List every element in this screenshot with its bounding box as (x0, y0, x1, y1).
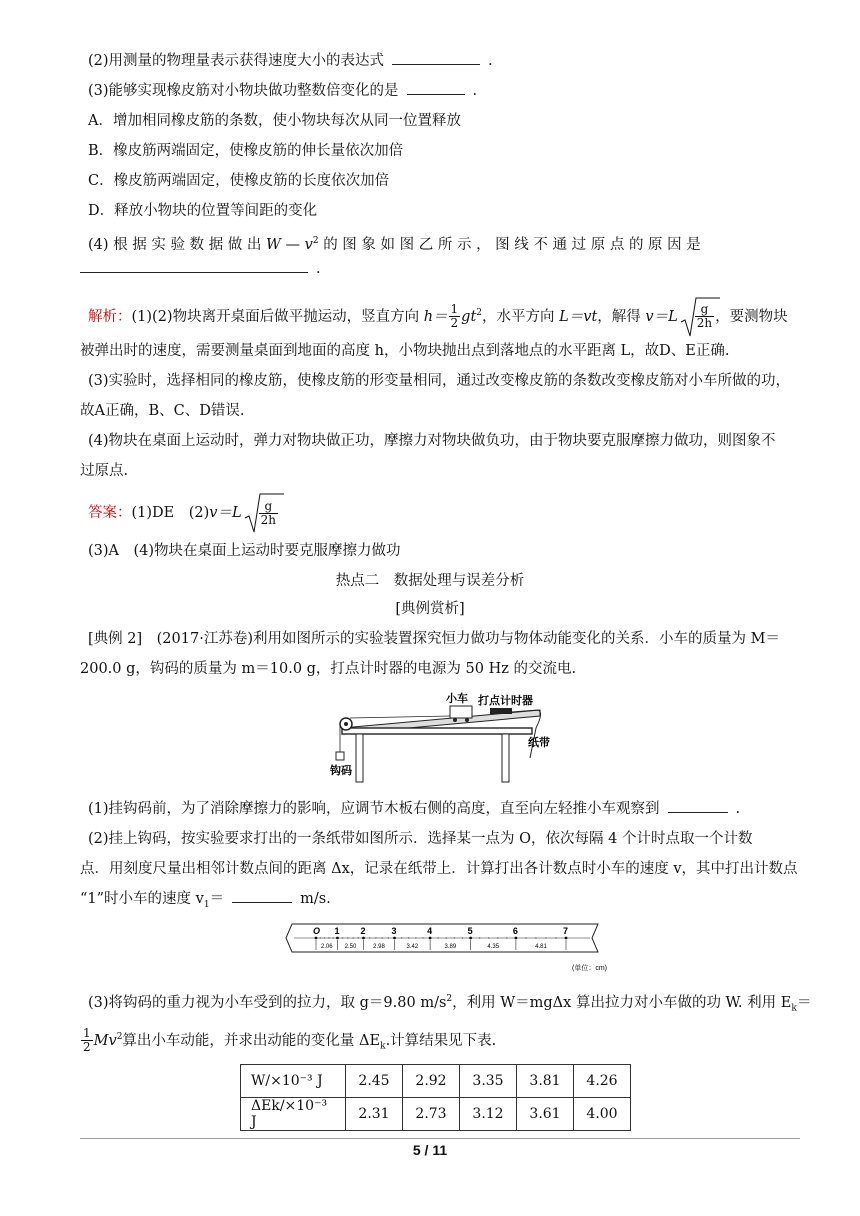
period: . (488, 53, 493, 69)
tape-distance-label: 3.42 (406, 944, 419, 950)
tape-timing-dot (535, 937, 536, 938)
table-cell: 2.92 (403, 1065, 460, 1098)
tape-timing-dot (454, 937, 455, 938)
frac-den: 2 (83, 1040, 91, 1055)
answer-blank (668, 798, 728, 813)
frac-num: g (695, 303, 714, 317)
sqrt-g-over-2h (244, 498, 279, 528)
tape-point-label: O (313, 926, 321, 936)
analysis-text: (1)(2)物块离开桌面后做平抛运动，竖直方向 (131, 308, 420, 325)
tape-point-label: 3 (391, 926, 397, 936)
analysis-line-1: 解析：(1)(2)物块离开桌面后做平抛运动，竖直方向 h＝ $\frac{1}{2}$ $gt^2$，水平方向 L＝vt，解得 v＝L $\frac{g}{2h}$ ，要测物块 (88, 298, 800, 332)
part-3-text: (3)将钩码的重力视为小车受到的拉力，取 g＝9.80 m/s (88, 994, 447, 1011)
tape-distance-label: 3.89 (444, 944, 457, 950)
part-2-text: ＝ (209, 891, 225, 907)
part-2-text: “1”时小车的速度 v (80, 891, 204, 907)
tape-timing-dot (352, 937, 353, 938)
tape-timing-dot (320, 937, 321, 938)
tape-point-label: 1 (334, 926, 340, 936)
answer-blank (392, 50, 480, 65)
table-row (241, 1065, 631, 1098)
tape-timing-dot (438, 937, 439, 938)
tape-timing-dot (347, 937, 348, 938)
question-2-text: (2)用测量的物理量表示获得速度大小的表达式 (88, 53, 385, 69)
part-1-text: (1)挂钩码前，为了消除摩擦力的影响，应调节木板右侧的高度，直至向左轻推小车观察到 (88, 801, 660, 817)
table-cell: 2.31 (346, 1098, 403, 1131)
frac-num: g (259, 500, 278, 514)
part-2-line-3 (80, 888, 800, 916)
option-c: C．橡皮筋两端固定，使橡皮筋的长度依次加倍 (88, 173, 390, 189)
part-3-text: ＝ (796, 994, 812, 1011)
sqrt-g-over-2h (680, 302, 715, 332)
tape-timing-dot (415, 937, 416, 938)
tape-timing-dot (324, 937, 325, 938)
analysis-text: ，水平方向 (482, 308, 555, 325)
question-4-blank-line: . (80, 258, 800, 280)
tape-distance-label: 2.98 (373, 944, 385, 950)
analysis-line-3: (3)实验时，选择相同的橡皮筋，使橡皮筋的形变量相同，通过改变橡皮筋的条数改变橡皮筋对小车所做的功， (88, 373, 791, 389)
period: . (472, 83, 478, 99)
part-1 (88, 798, 800, 820)
answer-label: 答案： (88, 505, 132, 521)
q4-pre: (4) 根 据 实 验 数 据 做 出 (88, 236, 262, 253)
eq-mv: Mv (93, 1032, 117, 1049)
tape-timing-dot (369, 937, 370, 938)
tape-point-label: 7 (563, 926, 569, 936)
apparatus-figure (330, 688, 550, 788)
section-subtitle: [典例赏析] (395, 601, 465, 617)
paper-tape-figure (280, 918, 610, 978)
part-2-unit: m/s. (300, 891, 331, 907)
footer-divider (80, 1138, 800, 1139)
frac-num: 1 (450, 302, 459, 317)
tape-timing-dot (462, 937, 463, 938)
answer-blank (232, 888, 292, 903)
tape-point-label: 2 (360, 926, 366, 936)
tape-timing-dot (488, 937, 489, 938)
row-header: ΔEk/×10⁻³ J (241, 1098, 346, 1131)
example-2-line-2: 200.0 g，钩码的质量为 m＝10.0 g，打点计时器的电源为 50 Hz 的交流电. (80, 661, 577, 677)
option-d: D．释放小物块的位置等间距的变化 (88, 203, 318, 219)
tape-dot (393, 937, 396, 940)
label-tape-text: 纸带 (528, 737, 550, 749)
tape-timing-dot (479, 937, 480, 938)
tape-dot (469, 937, 472, 940)
frac-den: 2 (450, 316, 459, 331)
table-cell: 2.45 (346, 1065, 403, 1098)
tape-distance-label: 4.81 (535, 944, 547, 950)
tape-timing-dot (381, 937, 382, 938)
answer-line-1 (88, 498, 800, 528)
tape-timing-dot (332, 937, 333, 938)
tape-dot (565, 937, 568, 940)
q4-dash: — (280, 236, 305, 253)
part-3-text: 算出小车动能，并求出动能的变化量 ΔE (122, 1032, 381, 1049)
tape-timing-dot (358, 937, 359, 938)
eq-gt: gt (461, 308, 477, 325)
tape-timing-dot (555, 937, 556, 938)
period: . (735, 801, 741, 817)
tape-timing-dot (408, 937, 409, 938)
option-b: B．橡皮筋两端固定，使橡皮筋的伸长量依次加倍 (88, 143, 404, 159)
part-3-line-1: (3)将钩码的重力视为小车受到的拉力，取 g＝9.80 $m/s^2$，利用 W＝mgΔx 算出拉力对小车做的功 W. 利用 $E_k=$ (88, 994, 812, 1014)
table-cell: 4.00 (574, 1098, 631, 1131)
part-3-text: .计算结果见下表. (385, 1032, 497, 1049)
table-cell: 3.81 (517, 1065, 574, 1098)
tape-dot (429, 937, 432, 940)
tape-timing-dot (525, 937, 526, 938)
tape-timing-dot (446, 937, 447, 938)
tape-dot (315, 937, 318, 940)
table-cell: 2.73 (403, 1098, 460, 1131)
tape-timing-dot (401, 937, 402, 938)
label-timer: 打点计时器 (478, 695, 533, 707)
analysis-line-5: (4)物块在桌面上运动时，弹力对物块做正功，摩擦力对物块做负功，由于物块要克服摩擦力做功，则图象不 (88, 433, 776, 449)
question-4: (4) 根 据 实 验 数 据 做 出 W — $v^2$ 的 图 象 如 图 乙 所 示 ， 图 线 不 通 过 原 点 的 原 因 是 (88, 236, 701, 253)
tape-unit: (单位：cm) (572, 965, 607, 972)
tape-dot (336, 937, 339, 940)
tape-distance-label: 2.06 (320, 944, 333, 950)
tape-timing-dot (545, 937, 546, 938)
tape-dot (362, 937, 365, 940)
fraction-half (81, 1027, 93, 1054)
tape-timing-dot (497, 937, 498, 938)
frac-num: 1 (83, 1026, 91, 1041)
tape-timing-dot (422, 937, 423, 938)
table-cell: 3.12 (460, 1098, 517, 1131)
row-header: W/×10⁻³ J (241, 1065, 346, 1098)
analysis-label: 解析： (88, 308, 132, 325)
tape-timing-dot (388, 937, 389, 938)
part-2-line-2: 点．用刻度尺量出相邻计数点间的距离 Δx，记录在纸带上．计算打出各计数点时小车的速度 v，其中打出计数点 (80, 861, 798, 877)
analysis-text: ，解得 (597, 308, 641, 325)
tape-point-label: 4 (427, 926, 433, 936)
tape-timing-dot (342, 937, 343, 938)
answer-text: (1)DE (2) (131, 505, 210, 521)
answer-blank (80, 258, 308, 273)
page-number: 5 / 11 (412, 1142, 448, 1158)
analysis-line-2: 被弹出时的速度，需要测量桌面到地面的高度 h，小物块抛出点到落地点的水平距离 L，故D、E正确. (80, 343, 730, 359)
table-cell: 3.35 (460, 1065, 517, 1098)
table-cell: 3.61 (517, 1098, 574, 1131)
frac-den: 2h (260, 512, 276, 527)
q4-w: W (266, 236, 281, 253)
example-2-line-1: [典例 2] (2017·江苏卷)利用如图所示的实验装置探究恒力做功与物体动能变化的关系．小车的质量为 M＝ (88, 631, 780, 647)
analysis-line-6: 过原点. (80, 463, 129, 479)
q4-v: v (304, 236, 313, 253)
label-tape (528, 735, 550, 749)
frac-den: 2h (696, 316, 713, 331)
part-3-line-2: $\frac{1}{2}$ Mv$^2$算出小车动能，并求出动能的变化量 $\Delta E_k$.计算结果见下表. (83, 1026, 497, 1055)
q4-post: 的 图 象 如 图 乙 所 示 ， 图 线 不 通 过 原 点 的 原 因 是 (323, 236, 701, 253)
label-cart: 小车 (446, 693, 468, 705)
subscript: 1 (203, 899, 210, 910)
tape-timing-dot (375, 937, 376, 938)
tape-dot (515, 937, 518, 940)
table-row (241, 1098, 631, 1131)
answer-line-2: (3)A (4)物块在桌面上运动时要克服摩擦力做功 (88, 543, 401, 559)
tape-timing-dot (506, 937, 507, 938)
subscript: k (791, 1003, 797, 1014)
tape-timing-dot (328, 937, 329, 938)
analysis-text: ，要测物块 (715, 308, 788, 325)
fraction-half (449, 303, 461, 330)
tape-distance-label: 2.50 (344, 944, 357, 950)
section-title: 热点二 数据处理与误差分析 (335, 573, 525, 589)
eq-v: v＝L (209, 505, 242, 521)
question-3 (88, 80, 800, 102)
tape-point-label: 6 (512, 926, 518, 936)
part-2-line-1: (2)挂上钩码，按实验要求打出的一条纸带如图所示．选择某一点为 O，依次每隔 4 个计时点取一个计数 (88, 831, 753, 847)
label-weight: 钩码 (330, 765, 352, 777)
eq-v: v＝L (645, 308, 678, 325)
table-cell: 4.26 (574, 1065, 631, 1098)
eq-l: L＝vt (559, 308, 598, 325)
results-table (240, 1064, 631, 1131)
eq-h: h＝ (423, 308, 448, 325)
part-3-text: ，利用 W＝mgΔx 算出拉力对小车做的功 W. 利用 E (452, 994, 792, 1011)
option-a: A．增加相同橡皮筋的条数，使小物块每次从同一位置释放 (88, 113, 461, 129)
question-2 (88, 50, 800, 72)
subscript: k (380, 1041, 386, 1052)
tape-distance-label: 4.35 (487, 944, 500, 950)
analysis-line-4: 故A正确，B、C、D错误. (80, 403, 245, 419)
question-3-text: (3)能够实现橡皮筋对小物块做功整数倍变化的是 (88, 83, 399, 99)
tape-point-label: 5 (467, 926, 473, 936)
answer-blank (407, 80, 465, 95)
